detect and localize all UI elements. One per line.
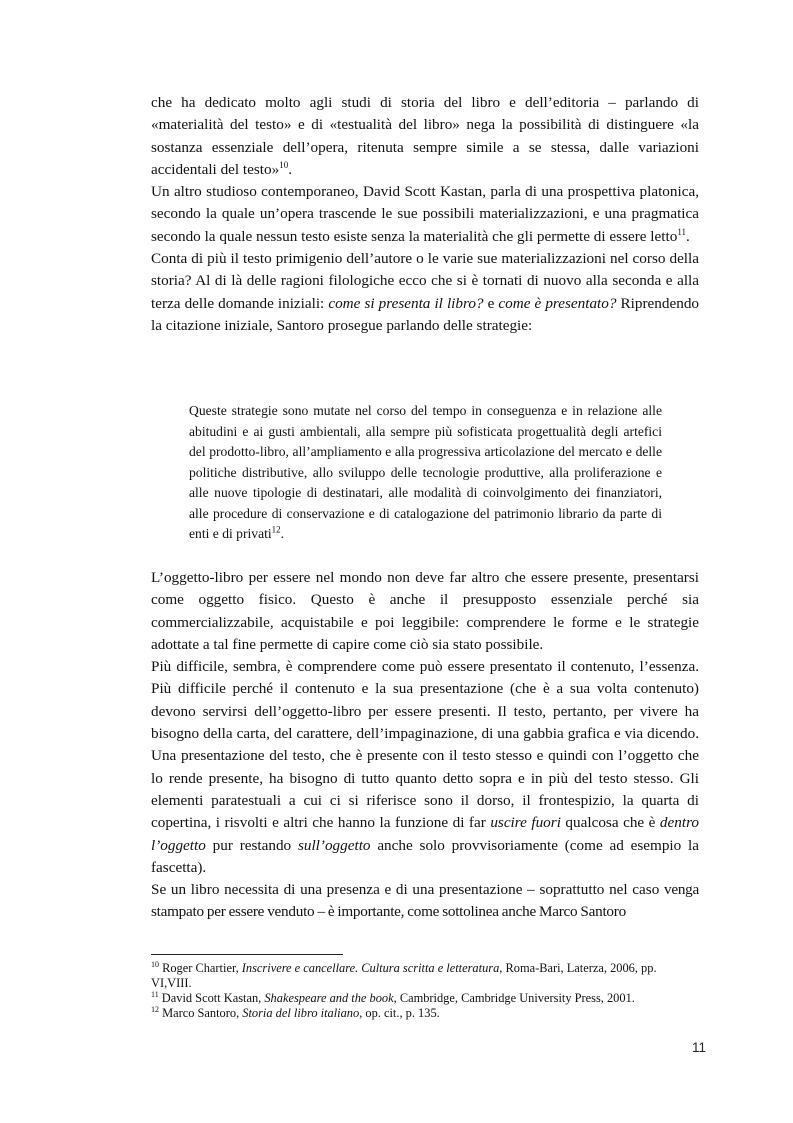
footnote-title: Inscrivere e cancellare. Cultura scritta e letteratura [241,961,500,975]
italic-phrase-3: sull’oggetto [297,836,371,854]
paragraph-end: . [288,160,292,178]
italic-phrase-2: dentro l’oggetto [151,814,700,854]
paragraph-text: Conta di più il testo primigenio dell’autore o le varie sue materializzazioni nel corso della storia? Al di là delle ragioni filologiche ecco che si è tornati di nuovo alla seconda e alla terza delle domande iniziali: [151,250,699,312]
footnote-number: 12 [151,1004,159,1014]
block-quote [189,401,662,545]
footnote-text: Roger Chartier, [159,961,242,975]
paragraph-object-book: L’oggetto-libro per essere nel mondo non deve far altro che essere presente, presentarsi come oggetto fisico. Questo è anche il presupposto essenziale perché sia commercializzabile, acquistabile e poi leggibile: comprendere le forme e le strategie adottate a tal fine permette di capire come ciò sia stato possibile. [151,569,699,653]
footnote-text: Marco Santoro, [159,1006,243,1020]
footnotes [151,961,699,1021]
body-text-bottom [151,567,699,924]
footnote-12 [151,1006,699,1021]
paragraph-text: pur restando [205,836,298,854]
footnote-text: , op. cit., p. 135. [359,1006,440,1020]
quote-text: Queste strategie sono mutate nel corso del tempo in conseguenza e in relazione alle abitudini e ai gusti ambientali, alla sempre più sofisticata progettualità degli artefici del prodotto-libro, all’ampliamento e alla progressiva articolazione del mercato e delle politiche distributive, allo sviluppo delle tecnologie produttive, alla proliferazione e alle nuove tipologie di destinatari, alle modalità di coinvolgimento dei finanziatori, alle procedure di conservazione e di catalogazione del patrimonio librario da parte di enti e di privati [189,403,662,541]
footnote-title: Storia del libro italiano [242,1006,360,1020]
footnote-text: , Cambridge, Cambridge University Press, 2001. [393,991,635,1005]
footnote-text: , Roma-Bari, Laterza, 2006, pp. VI,VIII. [151,961,657,990]
italic-question-1: come si presenta il libro? [328,294,484,312]
page-number: 11 [691,1040,706,1055]
footnote-title: Shakespeare and the book [264,991,394,1005]
italic-question-2: come è presentato? [498,294,617,312]
quote-end: . [280,526,285,541]
paragraph-text: Se un libro necessita di una presenza e di una presentazione – soprattutto nel caso [151,881,664,899]
footnote-ref-11: 11 [677,226,686,237]
footnote-number: 10 [151,959,159,969]
paragraph-text: Più difficile, sembra, è comprendere come può essere presentato il contenuto, l’essenza. Più difficile perché il contenuto e la sua presentazione (che è a sua volta contenuto) devono servirsi dell’oggetto-libro per essere presenti. Il testo, pertanto, per vivere ha bisogno della carta, del carattere, dell’impaginazione, di una gabbia grafica e via dicendo. Una presentazione del testo, che è presente con il testo stesso e quindi con l’oggetto che lo rende presente, ha bisogno di tutto quanto detto sopra e in più del testo stesso. Gli elementi paratestuali a cui ci si riferisce sono il dorso, il frontespizio, la quarta di copertina, i risvolti e altri che hanno la funzione di far [151,658,699,832]
italic-phrase-1: uscire fuori [490,814,561,832]
paragraph-text: e [483,294,499,312]
paragraph-text: anche solo provvisoriamente (come ad esempio la fascetta). [151,836,699,876]
paragraph-text: qualcosa che è [560,814,660,832]
body-text-top [151,92,699,337]
paragraph-end: . [685,227,690,245]
footnote-ref-10: 10 [279,159,289,170]
paragraph-text-condensed: venga stampato per essere venduto – è importante, come sottolinea anche Marco Santoro [151,881,699,921]
footnote-10 [151,961,699,991]
footnote-11 [151,991,699,1006]
paragraph-santoro [151,879,699,924]
paragraph-questions [151,248,699,337]
paragraph-presentation [151,656,699,879]
paragraph-chartier [151,92,699,181]
footnote-ref-12: 12 [271,524,281,535]
paragraph-kastan [151,181,699,248]
footnote-number: 11 [151,989,159,999]
paragraph-text: che ha dedicato molto agli studi di storia del libro e dell’editoria – parlando di «materialità del testo» e di «testualità del libro» nega la possibilità di distinguere «la sostanza essenziale dell’opera, ritenuta sempre simile a se stessa, dalle variazioni accidentali del testo» [151,94,699,178]
footnote-separator [151,954,343,955]
footnote-text: David Scott Kastan, [158,991,265,1005]
paragraph-text: Un altro studioso contemporaneo, David Scott Kastan, parla di una prospettiva platonica, secondo la quale un’opera trascende le sue possibili materializzazioni, e una pragmatica secondo la quale nessun testo esiste senza la materialità che gli permette di essere letto [151,183,699,245]
paragraph-text: Riprendendo la citazione iniziale, Santoro prosegue parlando delle strategie: [151,294,700,334]
